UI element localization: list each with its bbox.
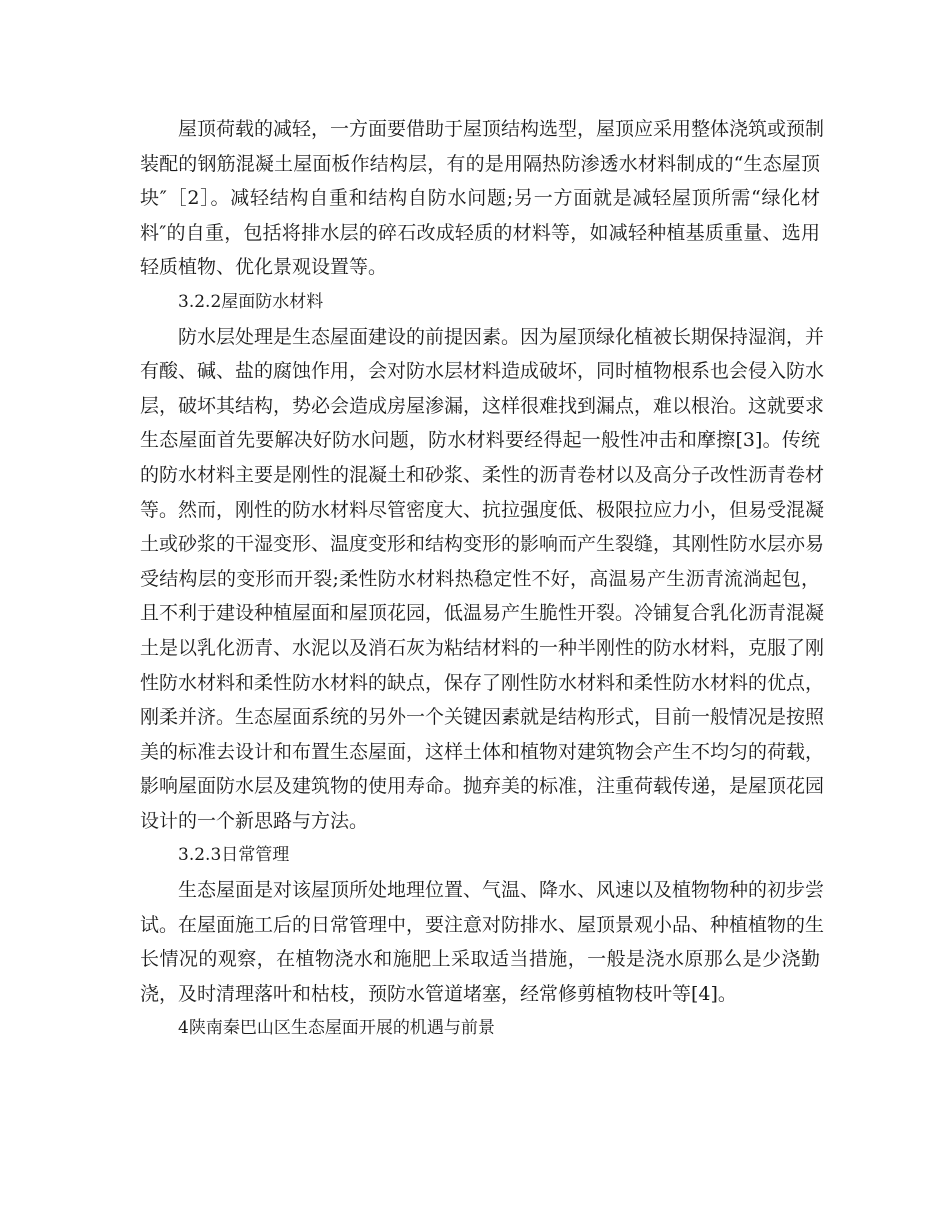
text-line: 装配的钢筋混凝土屋面板作结构层，有的是用隔热防渗透水材料制成的“生态屋顶 (140, 152, 820, 175)
text-line: 土是以乳化沥青、水泥以及消石灰为粘结材料的一种半刚性的防水材料，克服了刚 (140, 636, 825, 659)
text-line: 有酸、碱、盐的腐蚀作用，会对防水层材料造成破坏，同时植物根系也会侵入防水 (140, 360, 825, 383)
text-line: 屋顶荷载的减轻，一方面要借助于屋顶结构选型，屋顶应采用整体浇筑或预制 (178, 118, 825, 140)
section-heading-4: 4陕南秦巴山区生态屋面开展的机遇与前景 (178, 1018, 495, 1039)
text-line: 等。然而，刚性的防水材料尽管密度大、抗拉强度低、极限拉应力小，但易受混凝 (140, 498, 825, 521)
paragraph-daily-management (140, 873, 825, 1011)
text-line: 长情况的观察，在植物浇水和施肥上采取适当措施，一般是浇水原那么是少浇勤 (140, 948, 820, 971)
text-line: 美的标准去设计和布置生态屋面，这样土体和植物对建筑物会产生不均匀的荷载， (140, 740, 825, 763)
section-heading-3-2-3: 3.2.3日常管理 (178, 845, 290, 866)
text-line: 料″的自重，包括将排水层的碎石改成轻质的材料等，如减轻种植基质重量、选用 (140, 221, 820, 244)
text-line: 浇，及时清理落叶和枯枝，预防水管道堵塞，经常修剪植物枝叶等[4]。 (140, 982, 737, 1005)
text-line: 受结构层的变形而开裂;柔性防水材料热稳定性不好，高温易产生沥青流淌起包， (140, 567, 820, 590)
document-page (140, 112, 825, 1046)
text-line: 的防水材料主要是刚性的混凝土和砂浆、柔性的沥青卷材以及高分子改性沥青卷材 (140, 463, 825, 486)
text-line: 土或砂浆的干湿变形、温度变形和结构变形的影响而产生裂缝，其刚性防水层亦易 (140, 533, 825, 556)
text-line: 设计的一个新思路与方法。 (140, 809, 369, 832)
section-heading-3-2-2: 3.2.2屋面防水材料 (178, 291, 324, 312)
paragraph-waterproof-material (140, 320, 825, 839)
text-line: 防水层处理是生态屋面建设的前提因素。因为屋顶绿化植被长期保持湿润，并 (178, 325, 825, 348)
text-line: 块″［2］。减轻结构自重和结构自防水问题;另一方面就是减轻屋顶所需“绿化材 (140, 187, 820, 210)
text-line: 层，破坏其结构，势必会造成房屋渗漏，这样很难找到漏点，难以根治。这就要求 (140, 394, 825, 417)
text-line: 生态屋面是对该屋顶所处地理位置、气温、降水、风速以及植物物种的初步尝 (178, 879, 825, 902)
text-line: 轻质植物、优化景观设置等。 (140, 256, 388, 279)
text-line: 生态屋面首先要解决好防水问题，防水材料要经得起一般性冲击和摩擦[3]。传统 (140, 429, 820, 452)
text-line: 刚柔并济。生态屋面系统的另外一个关键因素就是结构形式，目前一般情况是按照 (140, 706, 825, 729)
text-line: 试。在屋面施工后的日常管理中，要注意对防排水、屋顶景观小品、种植植物的生 (140, 913, 825, 936)
text-line: 且不利于建设种植屋面和屋顶花园，低温易产生脆性开裂。冷铺复合乳化沥青混凝 (140, 602, 825, 625)
paragraph-roof-load (140, 112, 825, 285)
text-line: 影响屋面防水层及建筑物的使用寿命。抛弃美的标准，注重荷载传递，是屋顶花园 (140, 775, 825, 798)
text-line: 性防水材料和柔性防水材料的缺点，保存了刚性防水材料和柔性防水材料的优点， (140, 671, 825, 694)
